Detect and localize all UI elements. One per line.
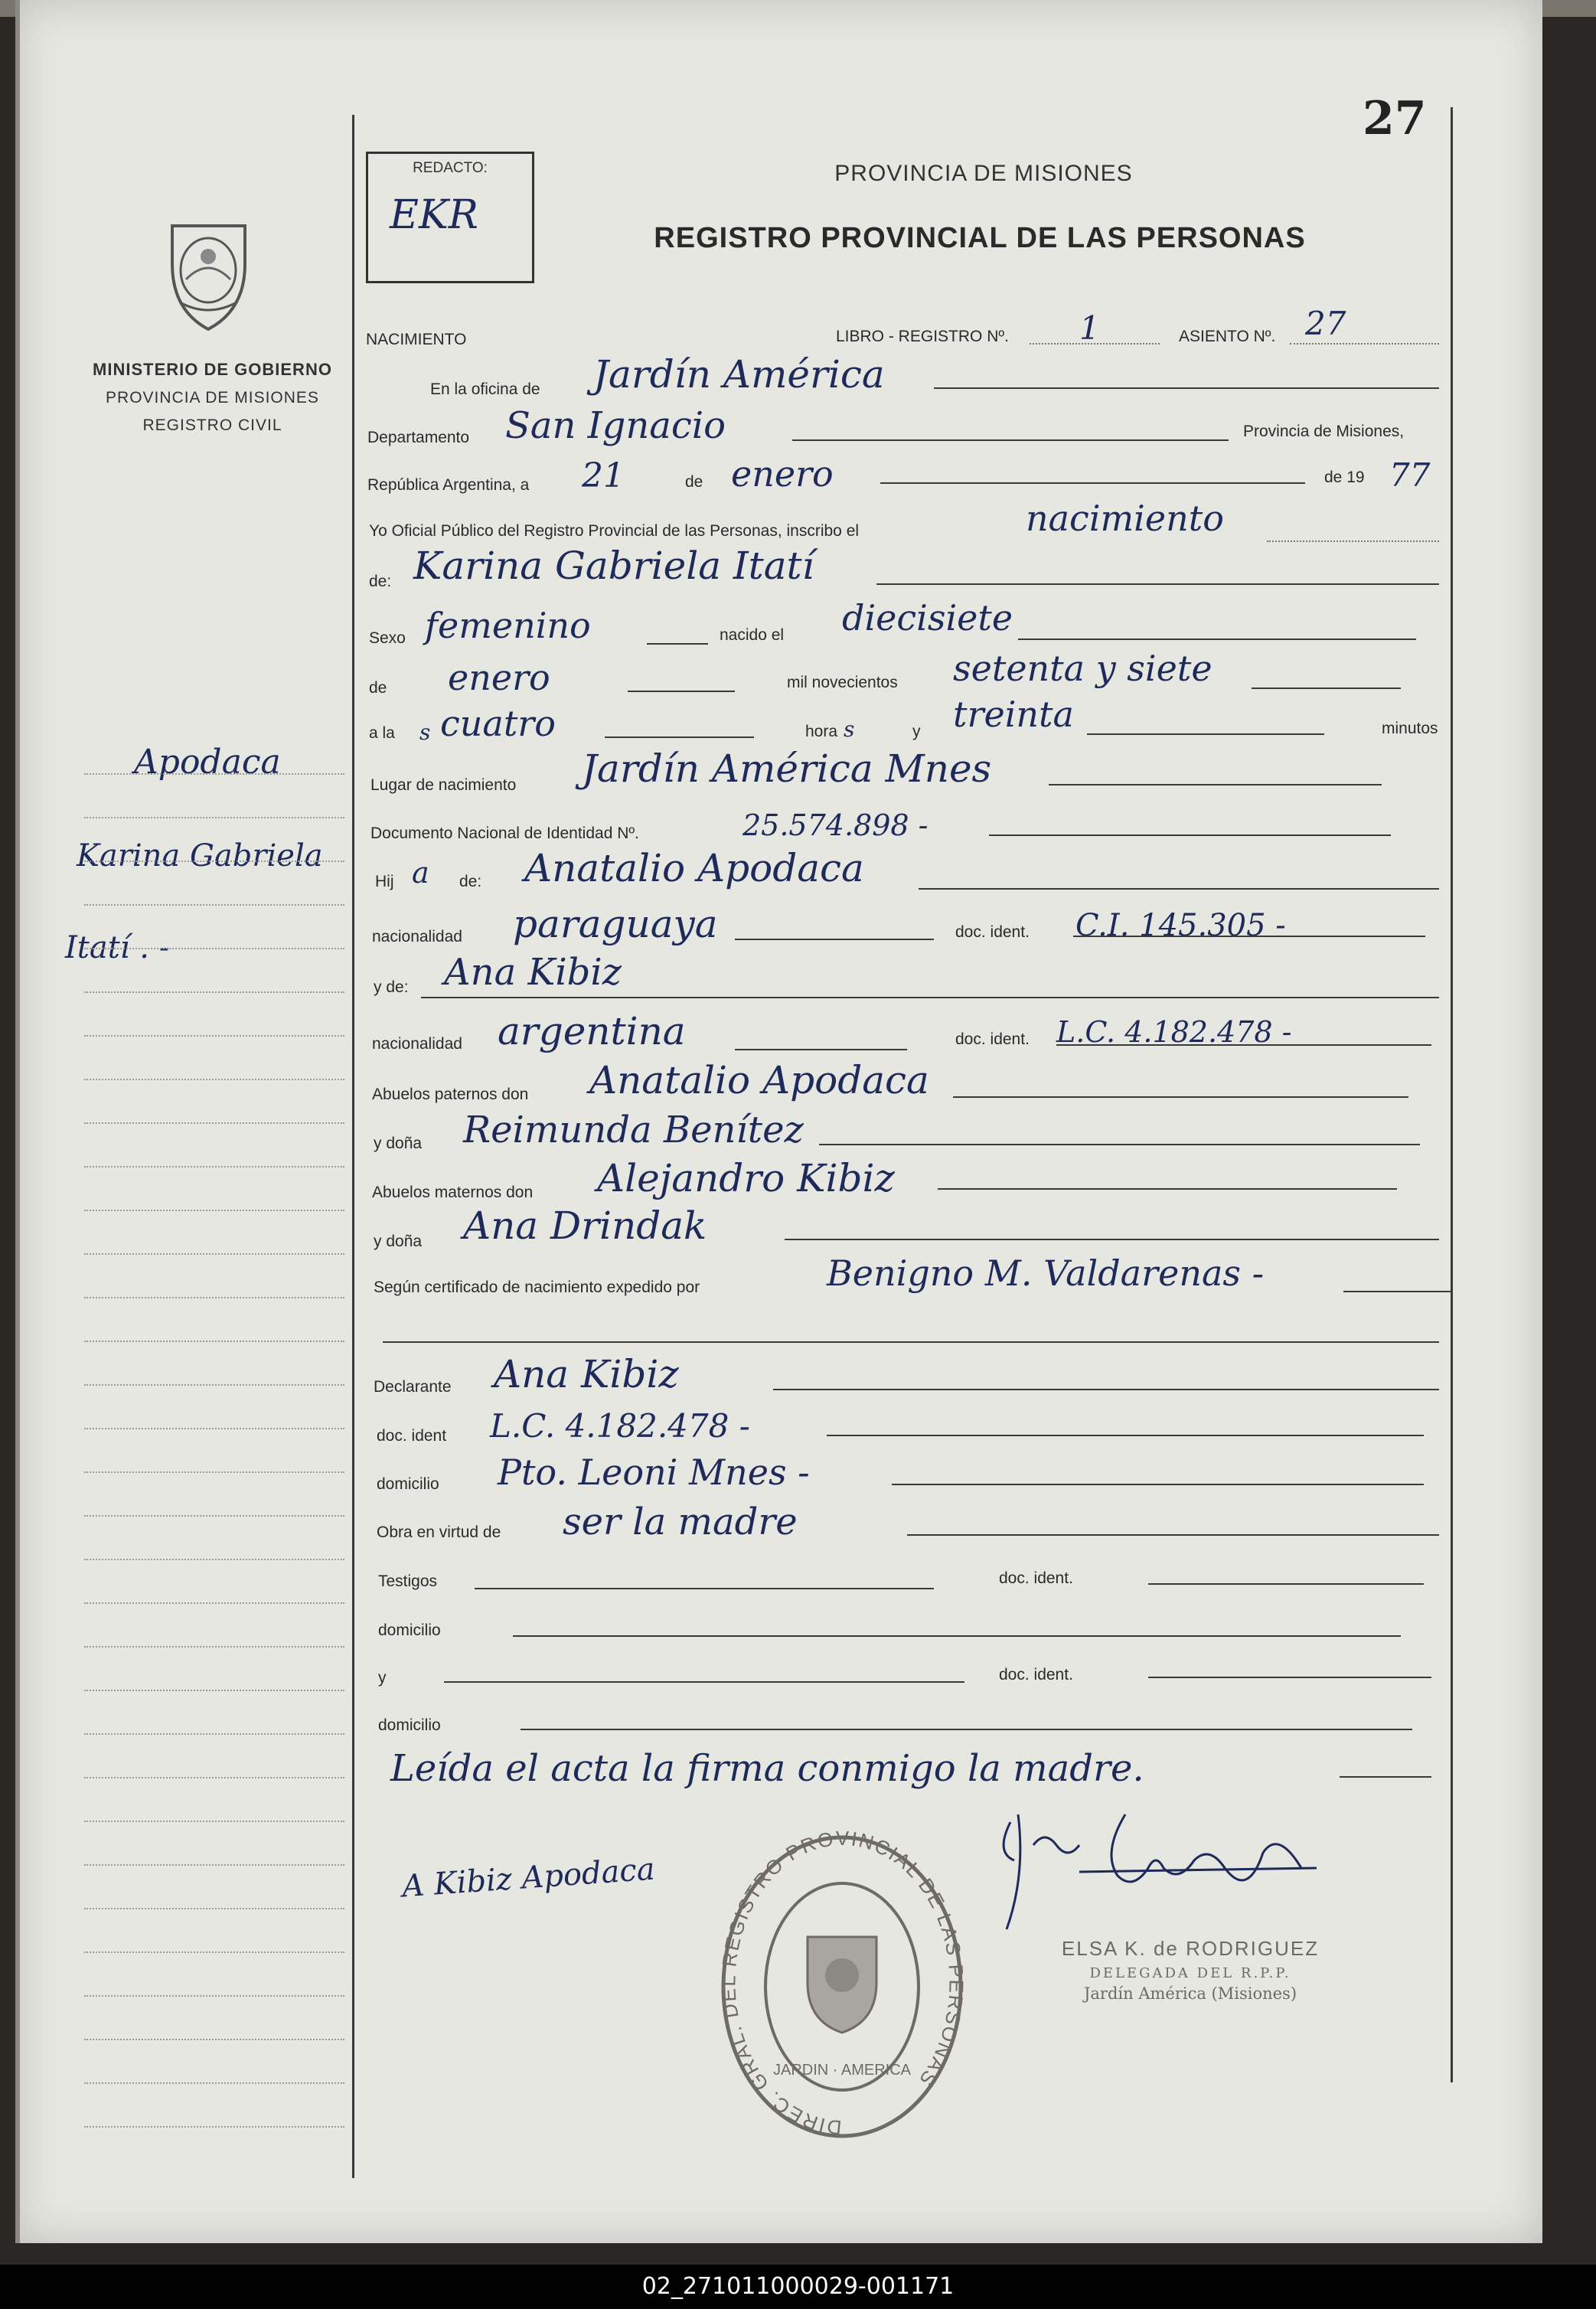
closing-line	[1340, 1776, 1431, 1778]
margin-rule-line	[84, 1079, 344, 1080]
abuela-materna-label: y doña	[374, 1233, 423, 1250]
margin-rule-line	[84, 1253, 344, 1255]
de-mes-label: de	[369, 679, 387, 697]
abuela-paterna-value: Reimunda Benítez	[463, 1109, 804, 1151]
fecha-line	[880, 482, 1305, 484]
yo-oficial-label: Yo Oficial Público del Registro Provincial de las Personas, inscribo el	[369, 522, 860, 540]
minutos-line	[1087, 733, 1324, 735]
declarante-doc-label: doc. ident	[377, 1427, 447, 1445]
lugar-label: Lugar de nacimiento	[370, 776, 517, 794]
provincia-misiones-label: Provincia de Misiones,	[1243, 423, 1405, 440]
obra-label: Obra en virtud de	[377, 1524, 501, 1541]
obra-line	[907, 1534, 1439, 1536]
testigos-doc-line	[1148, 1583, 1424, 1585]
margin-surname: Apodaca	[134, 743, 281, 782]
madre-value: Ana Kibiz	[444, 951, 622, 994]
nacido-anio-line	[1252, 687, 1401, 689]
asiento-label: ASIENTO Nº.	[1179, 328, 1276, 345]
nombre-label: de:	[369, 573, 392, 590]
page-number: 27	[1363, 92, 1427, 145]
testigos-doc-label: doc. ident.	[999, 1569, 1073, 1587]
margin-rule-line	[84, 1864, 344, 1866]
lugar-value: Jardín América Mnes	[582, 746, 992, 791]
nacido-dia-line	[1018, 638, 1416, 640]
y2-doc-label: doc. ident.	[999, 1666, 1073, 1684]
madre-doc-value: L.C. 4.182.478 -	[1056, 1015, 1292, 1049]
madre-label: y de:	[374, 978, 409, 996]
abuela-paterna-label: y doña	[374, 1135, 423, 1152]
redacto-initials: EKR	[390, 192, 478, 238]
declarante-value: Ana Kibiz	[494, 1352, 679, 1396]
fecha-anio: 77	[1389, 456, 1431, 494]
hora-line	[605, 736, 754, 738]
nombre-value: Karina Gabriela Itatí	[413, 544, 814, 588]
padre-nacionalidad-value: paraguaya	[513, 902, 718, 946]
certificado-value: Benigno M. Valdarenas -	[827, 1252, 1265, 1294]
signature-left: A Kibiz Apodaca	[400, 1851, 656, 1905]
nacido-mes-value: enero	[448, 657, 550, 698]
margin-third-name: Itatí . -	[65, 930, 170, 965]
abuelo-paterno-value: Anatalio Apodaca	[589, 1058, 929, 1102]
margin-rule-line	[84, 904, 344, 906]
nacido-el-label: nacido el	[720, 626, 785, 644]
madre-nacionalidad-label: nacionalidad	[372, 1035, 462, 1053]
margin-rule-line	[84, 1471, 344, 1473]
certificado-label: Según certificado de nacimiento expedido por	[374, 1279, 700, 1296]
minutos-value: treinta	[953, 694, 1074, 735]
declarante-domicilio-line	[892, 1484, 1424, 1485]
padre-nacionalidad-line	[735, 939, 934, 940]
abuelo-materno-line	[938, 1188, 1397, 1190]
padre-doc-value: C.I. 145.305 -	[1075, 908, 1286, 943]
declarante-label: Declarante	[374, 1378, 452, 1396]
abuelo-materno-label: Abuelos maternos don	[372, 1184, 534, 1201]
margin-rule-line	[84, 861, 344, 862]
official-name: ELSA K. de RODRIGUEZ	[1061, 1937, 1320, 1960]
declarante-domicilio-label: domicilio	[377, 1475, 439, 1493]
margin-rule-line	[84, 1602, 344, 1604]
margin-rule-line	[84, 1384, 344, 1386]
oficina-value: Jardín América	[593, 352, 885, 397]
header-province: PROVINCIA DE MISIONES	[834, 161, 1133, 186]
redacto-box	[366, 152, 534, 283]
dni-label: Documento Nacional de Identidad Nº.	[370, 825, 639, 842]
seal-bottom-text: JARDIN · AMERICA	[772, 2062, 912, 2079]
declarante-doc-line	[827, 1435, 1424, 1436]
acto-value: nacimiento	[1026, 498, 1224, 539]
margin-given-names: Karina Gabriela	[77, 838, 323, 874]
padre-doc-line	[1073, 936, 1425, 937]
padre-value: Anatalio Apodaca	[524, 846, 864, 890]
madre-doc-line	[1056, 1044, 1431, 1046]
lugar-line	[1049, 784, 1382, 785]
madre-nacionalidad-line	[735, 1049, 907, 1050]
margin-rule-line	[84, 2082, 344, 2084]
official-place: Jardín América (Misiones)	[1083, 1984, 1297, 2003]
official-stamp	[1026, 1937, 1355, 2003]
binding-edge	[15, 0, 20, 2243]
padre-line	[919, 888, 1439, 890]
madre-line	[421, 997, 1439, 998]
asiento-line	[1290, 343, 1439, 345]
margin-rule-line	[84, 948, 344, 949]
abuelo-materno-value: Alejandro Kibiz	[597, 1156, 895, 1200]
sexo-value: femenino	[425, 605, 591, 646]
departamento-line	[792, 439, 1229, 441]
departamento-label: Departamento	[367, 429, 470, 446]
hora-prefix: s	[419, 720, 431, 745]
nacido-anio-value: setenta y siete	[953, 648, 1213, 689]
hijo-suffix: a	[412, 856, 429, 890]
abuela-materna-value: Ana Drindak	[463, 1203, 707, 1248]
margin-rule-line	[84, 1035, 344, 1037]
ministry-line-3: REGISTRO CIVIL	[142, 416, 282, 434]
dni-line	[989, 834, 1391, 836]
margin-rule-line	[84, 1428, 344, 1429]
libro-label: LIBRO - REGISTRO Nº.	[836, 328, 1009, 345]
margin-rule-line	[84, 1821, 344, 1822]
nacido-mes-line	[628, 691, 735, 692]
declarante-line	[773, 1389, 1439, 1390]
margin-rule-line	[84, 773, 344, 775]
margin-rule-line	[84, 1297, 344, 1298]
margin-rule-line	[84, 1646, 344, 1648]
asiento-value: 27	[1305, 305, 1346, 342]
form-left-rule	[352, 115, 354, 2178]
ministry-block	[77, 360, 348, 435]
abuelo-paterno-line	[953, 1096, 1408, 1098]
margin-rule-line	[84, 1122, 344, 1124]
testigo-domicilio-label: domicilio	[378, 1622, 441, 1639]
republica-label: República Argentina, a	[367, 476, 530, 494]
padre-nacionalidad-label: nacionalidad	[372, 928, 462, 945]
declarante-domicilio-value: Pto. Leoni Mnes -	[498, 1452, 810, 1493]
margin-rule-line	[84, 991, 344, 993]
obra-value: ser la madre	[563, 1501, 798, 1543]
testigo-domicilio-line	[513, 1635, 1401, 1637]
margin-rule-line	[84, 1559, 344, 1560]
ministry-line-1: MINISTERIO DE GOBIERNO	[93, 360, 332, 379]
certificado-line-2	[383, 1341, 1439, 1343]
fecha-dia: 21	[582, 456, 625, 495]
record-type: NACIMIENTO	[366, 331, 467, 348]
y2-label: y	[378, 1669, 387, 1687]
margin-rule-line	[84, 1690, 344, 1691]
dni-value: 25.574.898 -	[743, 808, 929, 842]
certificado-line-end	[1343, 1291, 1451, 1292]
fecha-mes: enero	[731, 453, 834, 495]
hijo-label: Hij	[375, 873, 394, 890]
acto-line	[1267, 541, 1439, 542]
oficina-label: En la oficina de	[430, 380, 540, 398]
declarante-doc-value: L.C. 4.182.478 -	[490, 1407, 750, 1445]
hora-suffix: s	[844, 717, 855, 742]
ministry-line-2: PROVINCIA DE MISIONES	[106, 389, 319, 407]
a-la-label: a la	[369, 724, 395, 742]
margin-rule-line	[84, 1995, 344, 1997]
sexo-line	[647, 643, 708, 645]
margin-rule-line	[84, 1908, 344, 1909]
y2-doc-line	[1148, 1677, 1431, 1678]
redacto-label: REDACTO:	[413, 160, 488, 176]
domicilio2-line	[521, 1729, 1412, 1730]
anio-label: de 19	[1324, 469, 1365, 486]
margin-rule-line	[84, 1733, 344, 1735]
seal-ring-text: DIREC. GRAL. DEL REGISTRO PROVINCIAL DE LAS PERSONAS	[716, 1830, 968, 2140]
margin-rule-line	[84, 1515, 344, 1517]
domicilio2-label: domicilio	[378, 1716, 441, 1734]
official-title: DELEGADA DEL R.P.P.	[1089, 1965, 1291, 1981]
mil-novecientos-label: mil novecientos	[787, 674, 898, 691]
closing-statement: Leída el acta la firma conmigo la madre.	[390, 1747, 1144, 1790]
scan-caption: 02_271011000029-001171	[0, 2265, 1596, 2309]
margin-rule-line	[84, 817, 344, 818]
abuelo-paterno-label: Abuelos paternos don	[372, 1086, 529, 1103]
y-label: y	[912, 723, 921, 740]
margin-rule-line	[84, 1777, 344, 1778]
form-right-rule	[1451, 107, 1453, 2082]
margin-rule-line	[84, 2126, 344, 2128]
hora-label: hora	[805, 723, 838, 740]
provincial-crest-icon	[157, 218, 260, 333]
padre-doc-label: doc. ident.	[955, 923, 1030, 941]
madre-nacionalidad-value: argentina	[498, 1009, 686, 1053]
margin-rule-line	[84, 1951, 344, 1953]
margin-rule-line	[84, 1166, 344, 1168]
testigos-label: Testigos	[378, 1573, 438, 1590]
oficina-line	[934, 387, 1439, 389]
hijo-de-label: de:	[459, 873, 482, 890]
minutos-label: minutos	[1382, 720, 1438, 737]
testigos-line	[475, 1588, 934, 1589]
sexo-label: Sexo	[369, 629, 406, 647]
margin-rule-line	[84, 1210, 344, 1211]
madre-doc-label: doc. ident.	[955, 1030, 1030, 1048]
margin-rule-line	[84, 1341, 344, 1342]
libro-value: 1	[1079, 309, 1100, 347]
margin-rule-line	[84, 2039, 344, 2040]
de-label: de	[685, 473, 703, 491]
hora-value: cuatro	[440, 703, 556, 744]
y2-line	[444, 1681, 964, 1683]
registry-seal-icon	[716, 1830, 968, 2144]
nacido-dia-value: diecisiete	[842, 597, 1013, 638]
abuela-paterna-line	[819, 1144, 1420, 1145]
departamento-value: San Ignacio	[505, 404, 726, 447]
abuela-materna-line	[785, 1239, 1439, 1240]
nombre-line	[876, 583, 1439, 585]
header-registry: REGISTRO PROVINCIAL DE LAS PERSONAS	[654, 222, 1306, 254]
